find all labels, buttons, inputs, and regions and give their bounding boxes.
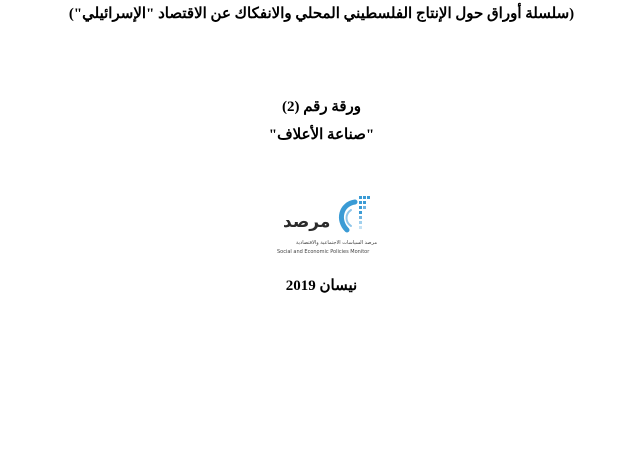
logo-name-arabic: مرصد	[283, 212, 331, 232]
logo-full-name-english: Social and Economic Policies Monitor	[277, 249, 370, 255]
logo-full-name-arabic: مرصد السياسات الاجتماعية والاقتصادية	[295, 240, 377, 246]
paper-subject: "صناعة الأعلاف"	[268, 127, 375, 143]
organization-logo	[277, 190, 377, 262]
paper-number: ورقة رقم (2)	[281, 99, 362, 115]
publication-date: نيسان 2019	[285, 278, 358, 294]
series-title: (سلسلة أوراق حول الإنتاج الفلسطيني المحلي والانفكاك عن الاقتصاد "الإسرائيلي")	[68, 6, 575, 22]
